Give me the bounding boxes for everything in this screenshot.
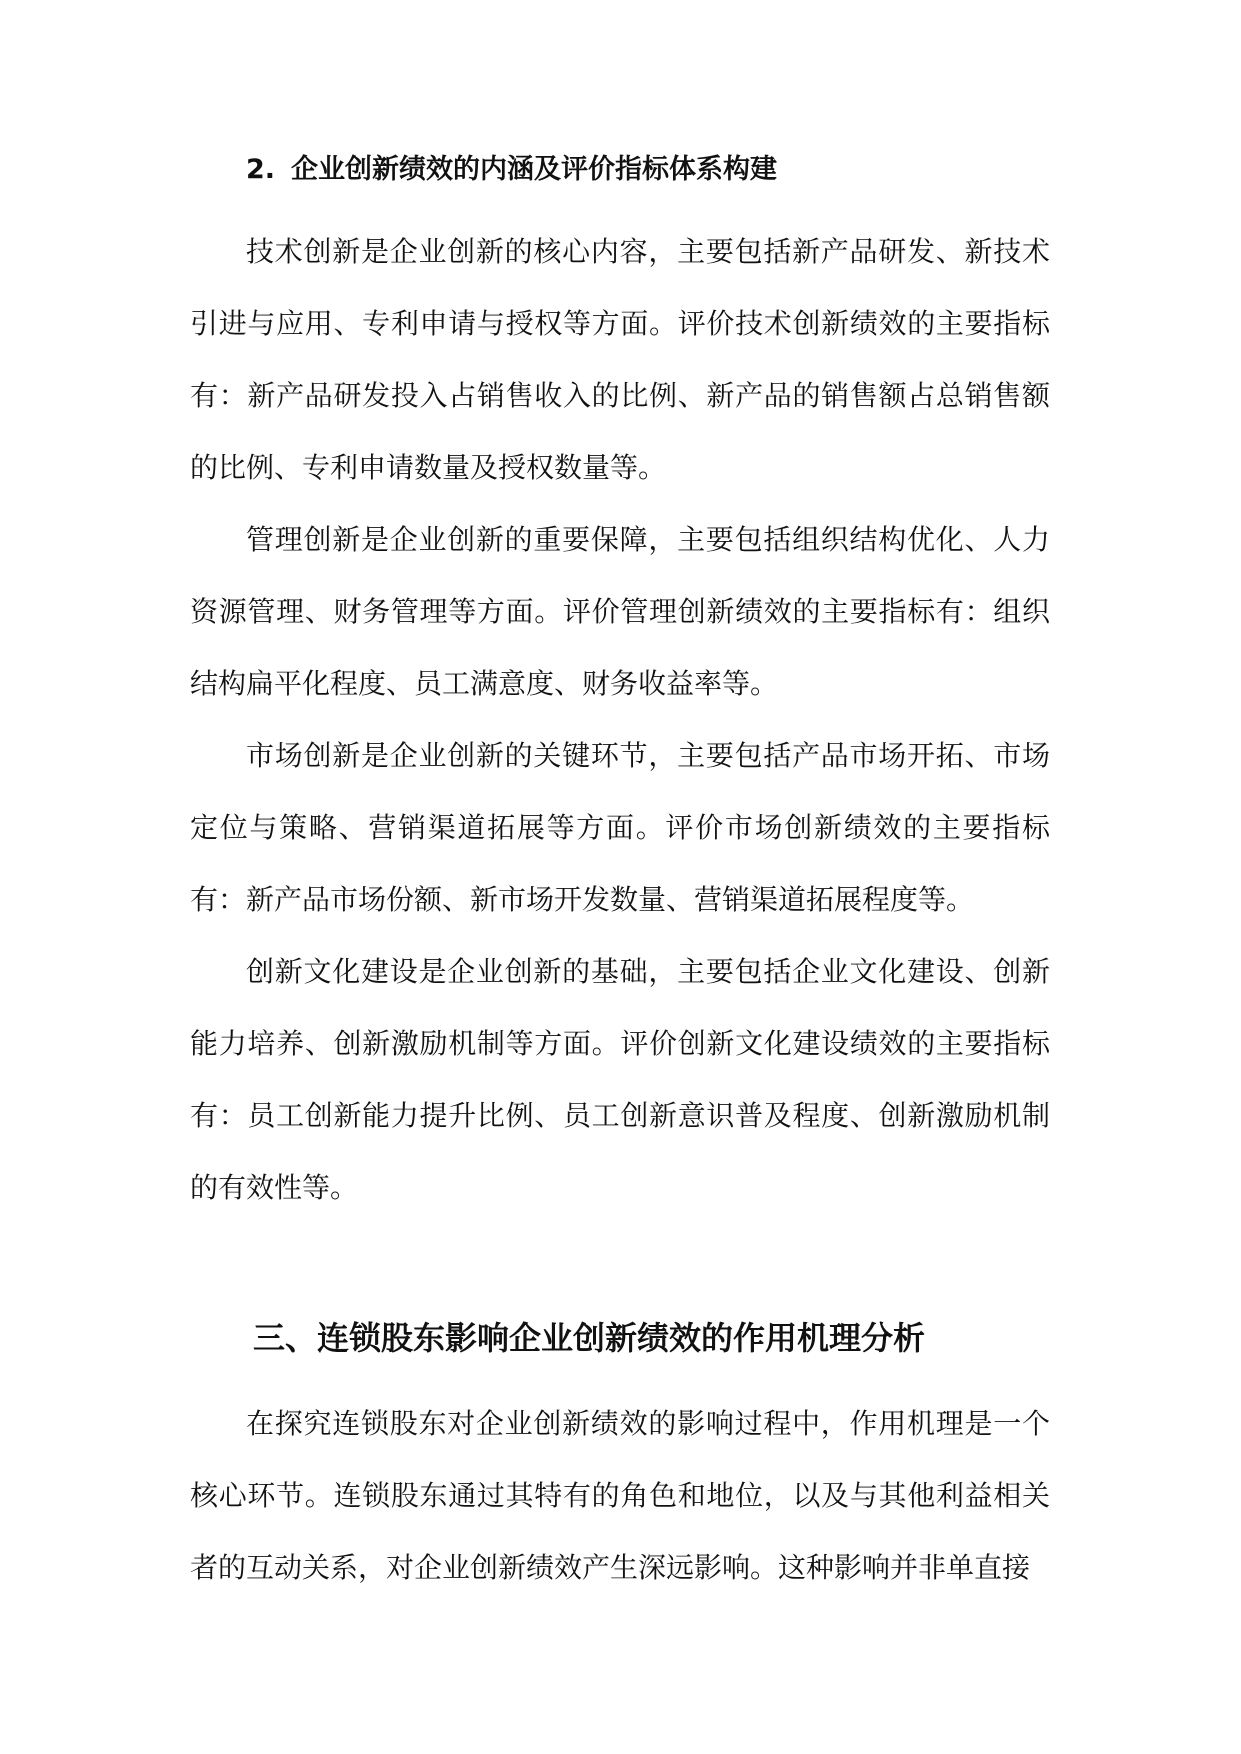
paragraph-technology-innovation: 技术创新是企业创新的核心内容，主要包括新产品研发、新技术引进与应用、专利申请与授权等方面。评价技术创新绩效的主要指标有：新产品研发投入占销售收入的比例、新产品的销售额占总销售额的比例、专利申请数量及授权数量等。	[190, 235, 1050, 484]
paragraph-mechanism-intro: 在探究连锁股东对企业创新绩效的影响过程中，作用机理是一个核心环节。连锁股东通过其特有的角色和地位，以及与其他利益相关者的互动关系，对企业创新绩效产生深远影响。这种影响并非单直接	[190, 1407, 1050, 1584]
paragraph-management-innovation: 管理创新是企业创新的重要保障，主要包括组织结构优化、人力资源管理、财务管理等方面。评价管理创新绩效的主要指标有：组织结构扁平化程度、员工满意度、财务收益率等。	[190, 523, 1050, 700]
section-heading: 三、连锁股东影响企业创新绩效的作用机理分析	[253, 1319, 926, 1357]
paragraph-market-innovation: 市场创新是企业创新的关键环节，主要包括产品市场开拓、市场定位与策略、营销渠道拓展等方面。评价市场创新绩效的主要指标有：新产品市场份额、新市场开发数量、营销渠道拓展程度等。	[190, 739, 1050, 916]
subsection-title: 企业创新绩效的内涵及评价指标体系构建	[291, 154, 778, 185]
subsection-heading	[246, 150, 777, 190]
subsection-number: 2.	[246, 154, 276, 185]
paragraph-innovation-culture: 创新文化建设是企业创新的基础，主要包括企业文化建设、创新能力培养、创新激励机制等方面。评价创新文化建设绩效的主要指标有：员工创新能力提升比例、员工创新意识普及程度、创新激励机制的有效性等。	[190, 955, 1050, 1204]
